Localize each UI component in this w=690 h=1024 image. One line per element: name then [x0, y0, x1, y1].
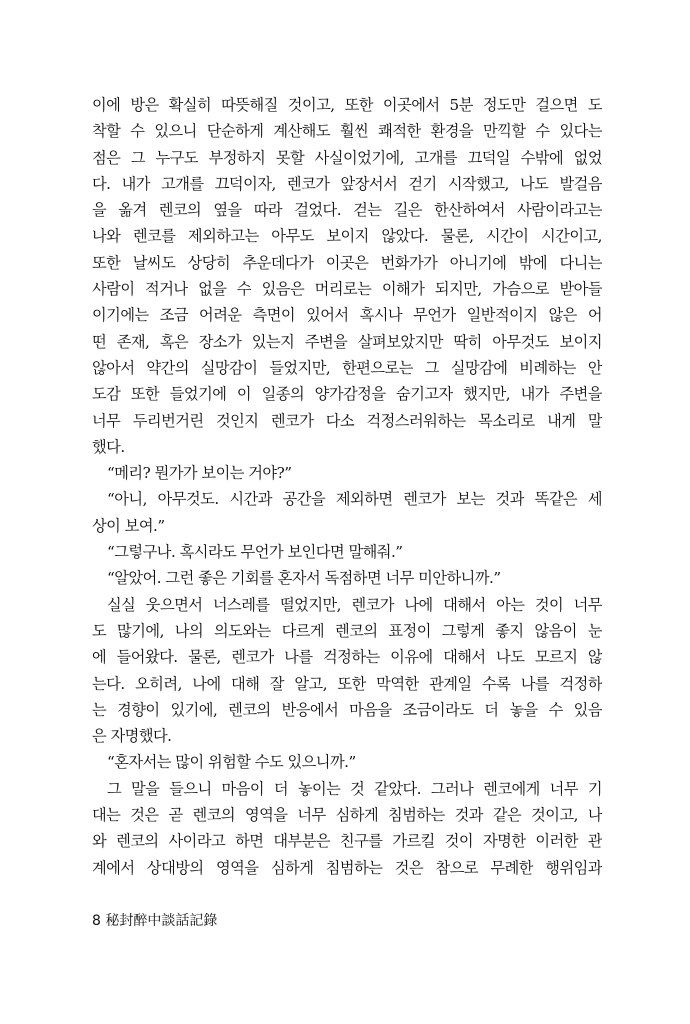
text-line: 그 말을 들으니 마음이 더 놓이는 것 같았다. 그러나 렌코에게 너무 기	[107, 779, 602, 798]
text-line: 도감 또한 들었기에 이 일종의 양가감정을 숨기고자 했지만, 내가 주변을	[92, 385, 602, 404]
text-line: 했다.	[92, 437, 125, 456]
text-line: “알았어. 그런 좋은 기회를 혼자서 독점하면 너무 미안하니까.”	[107, 569, 501, 588]
text-line: 사람이 적거나 없을 수 있음은 머리로는 이해가 되지만, 가슴으로 받아들	[92, 280, 602, 299]
text-line: 떤 존재, 혹은 장소가 있는지 주변을 살펴보았지만 딱히 아무것도 보이지	[92, 332, 602, 351]
text-line: 착할 수 있으니 단순하게 계산해도 훨씬 쾌적한 환경을 만끽할 수 있다는	[92, 122, 602, 141]
text-line: 다. 내가 고개를 끄덕이자, 렌코가 앞장서서 걷기 시작했고, 나도 발걸음	[92, 174, 602, 193]
text-line: 나와 렌코를 제외하고는 아무도 보이지 않았다. 물론, 시간이 시간이고,	[92, 227, 602, 246]
body-text	[92, 92, 602, 881]
text-line: 또한 날씨도 상당히 추운데다가 이곳은 번화가가 아니기에 밖에 다니는	[92, 253, 602, 272]
text-line: 도 많기에, 나의 의도와는 다르게 렌코의 표정이 그렇게 좋지 않음이 눈	[92, 621, 602, 640]
page-footer: 8 秘封醉中談話記錄	[92, 913, 218, 929]
text-line: “아니, 아무것도. 시간과 공간을 제외하면 렌코가 보는 것과 똑같은 세	[107, 490, 602, 509]
text-line: 상이 보여.”	[92, 516, 165, 535]
text-line: 않아서 약간의 실망감이 들었지만, 한편으로는 그 실망감에 비례하는 안	[92, 358, 602, 377]
text-line: 을 옮겨 렌코의 옆을 따라 걸었다. 걷는 길은 한산하여서 사람이라고는	[92, 201, 602, 220]
text-line: 은 자명했다.	[92, 727, 172, 746]
text-line: 대는 것은 곧 렌코의 영역을 너무 심하게 침범하는 것과 같은 것이고, 나	[92, 806, 602, 825]
text-line: “메리? 뭔가가 보이는 거야?”	[107, 464, 292, 483]
text-line: “그렇구나. 혹시라도 무언가 보인다면 말해줘.”	[107, 543, 403, 562]
text-line: 계에서 상대방의 영역을 심하게 침범하는 것은 참으로 무례한 행위임과	[92, 858, 602, 877]
text-line: 너무 두리번거린 것인지 렌코가 다소 걱정스러워하는 목소리로 내게 말	[92, 411, 602, 430]
text-line: 와 렌코의 사이라고 하면 대부분은 친구를 가르킬 것이 자명한 이러한 관	[92, 832, 602, 851]
text-line: 에 들어왔다. 물론, 렌코가 나를 걱정하는 이유에 대해서 나도 모르지 않	[92, 648, 602, 667]
text-line: 는다. 오히려, 나에 대해 잘 알고, 또한 막역한 관계일 수록 나를 걱정하	[92, 674, 602, 693]
text-line: 점은 그 누구도 부정하지 못할 사실이었기에, 고개를 끄덕일 수밖에 없었	[92, 148, 602, 167]
text-line: 는 경향이 있기에, 렌코의 반응에서 마음을 조금이라도 더 놓을 수 있음	[92, 700, 602, 719]
text-line: 실실 웃으면서 너스레를 떨었지만, 렌코가 나에 대해서 아는 것이 너무	[107, 595, 602, 614]
text-line: “혼자서는 많이 위험할 수도 있으니까.”	[107, 753, 356, 772]
text-line: 이기에는 조금 어려운 측면이 있어서 혹시나 무언가 일반적이지 않은 어	[92, 306, 602, 325]
text-line: 이에 방은 확실히 따뜻해질 것이고, 또한 이곳에서 5분 정도만 걸으면 도	[92, 96, 602, 114]
